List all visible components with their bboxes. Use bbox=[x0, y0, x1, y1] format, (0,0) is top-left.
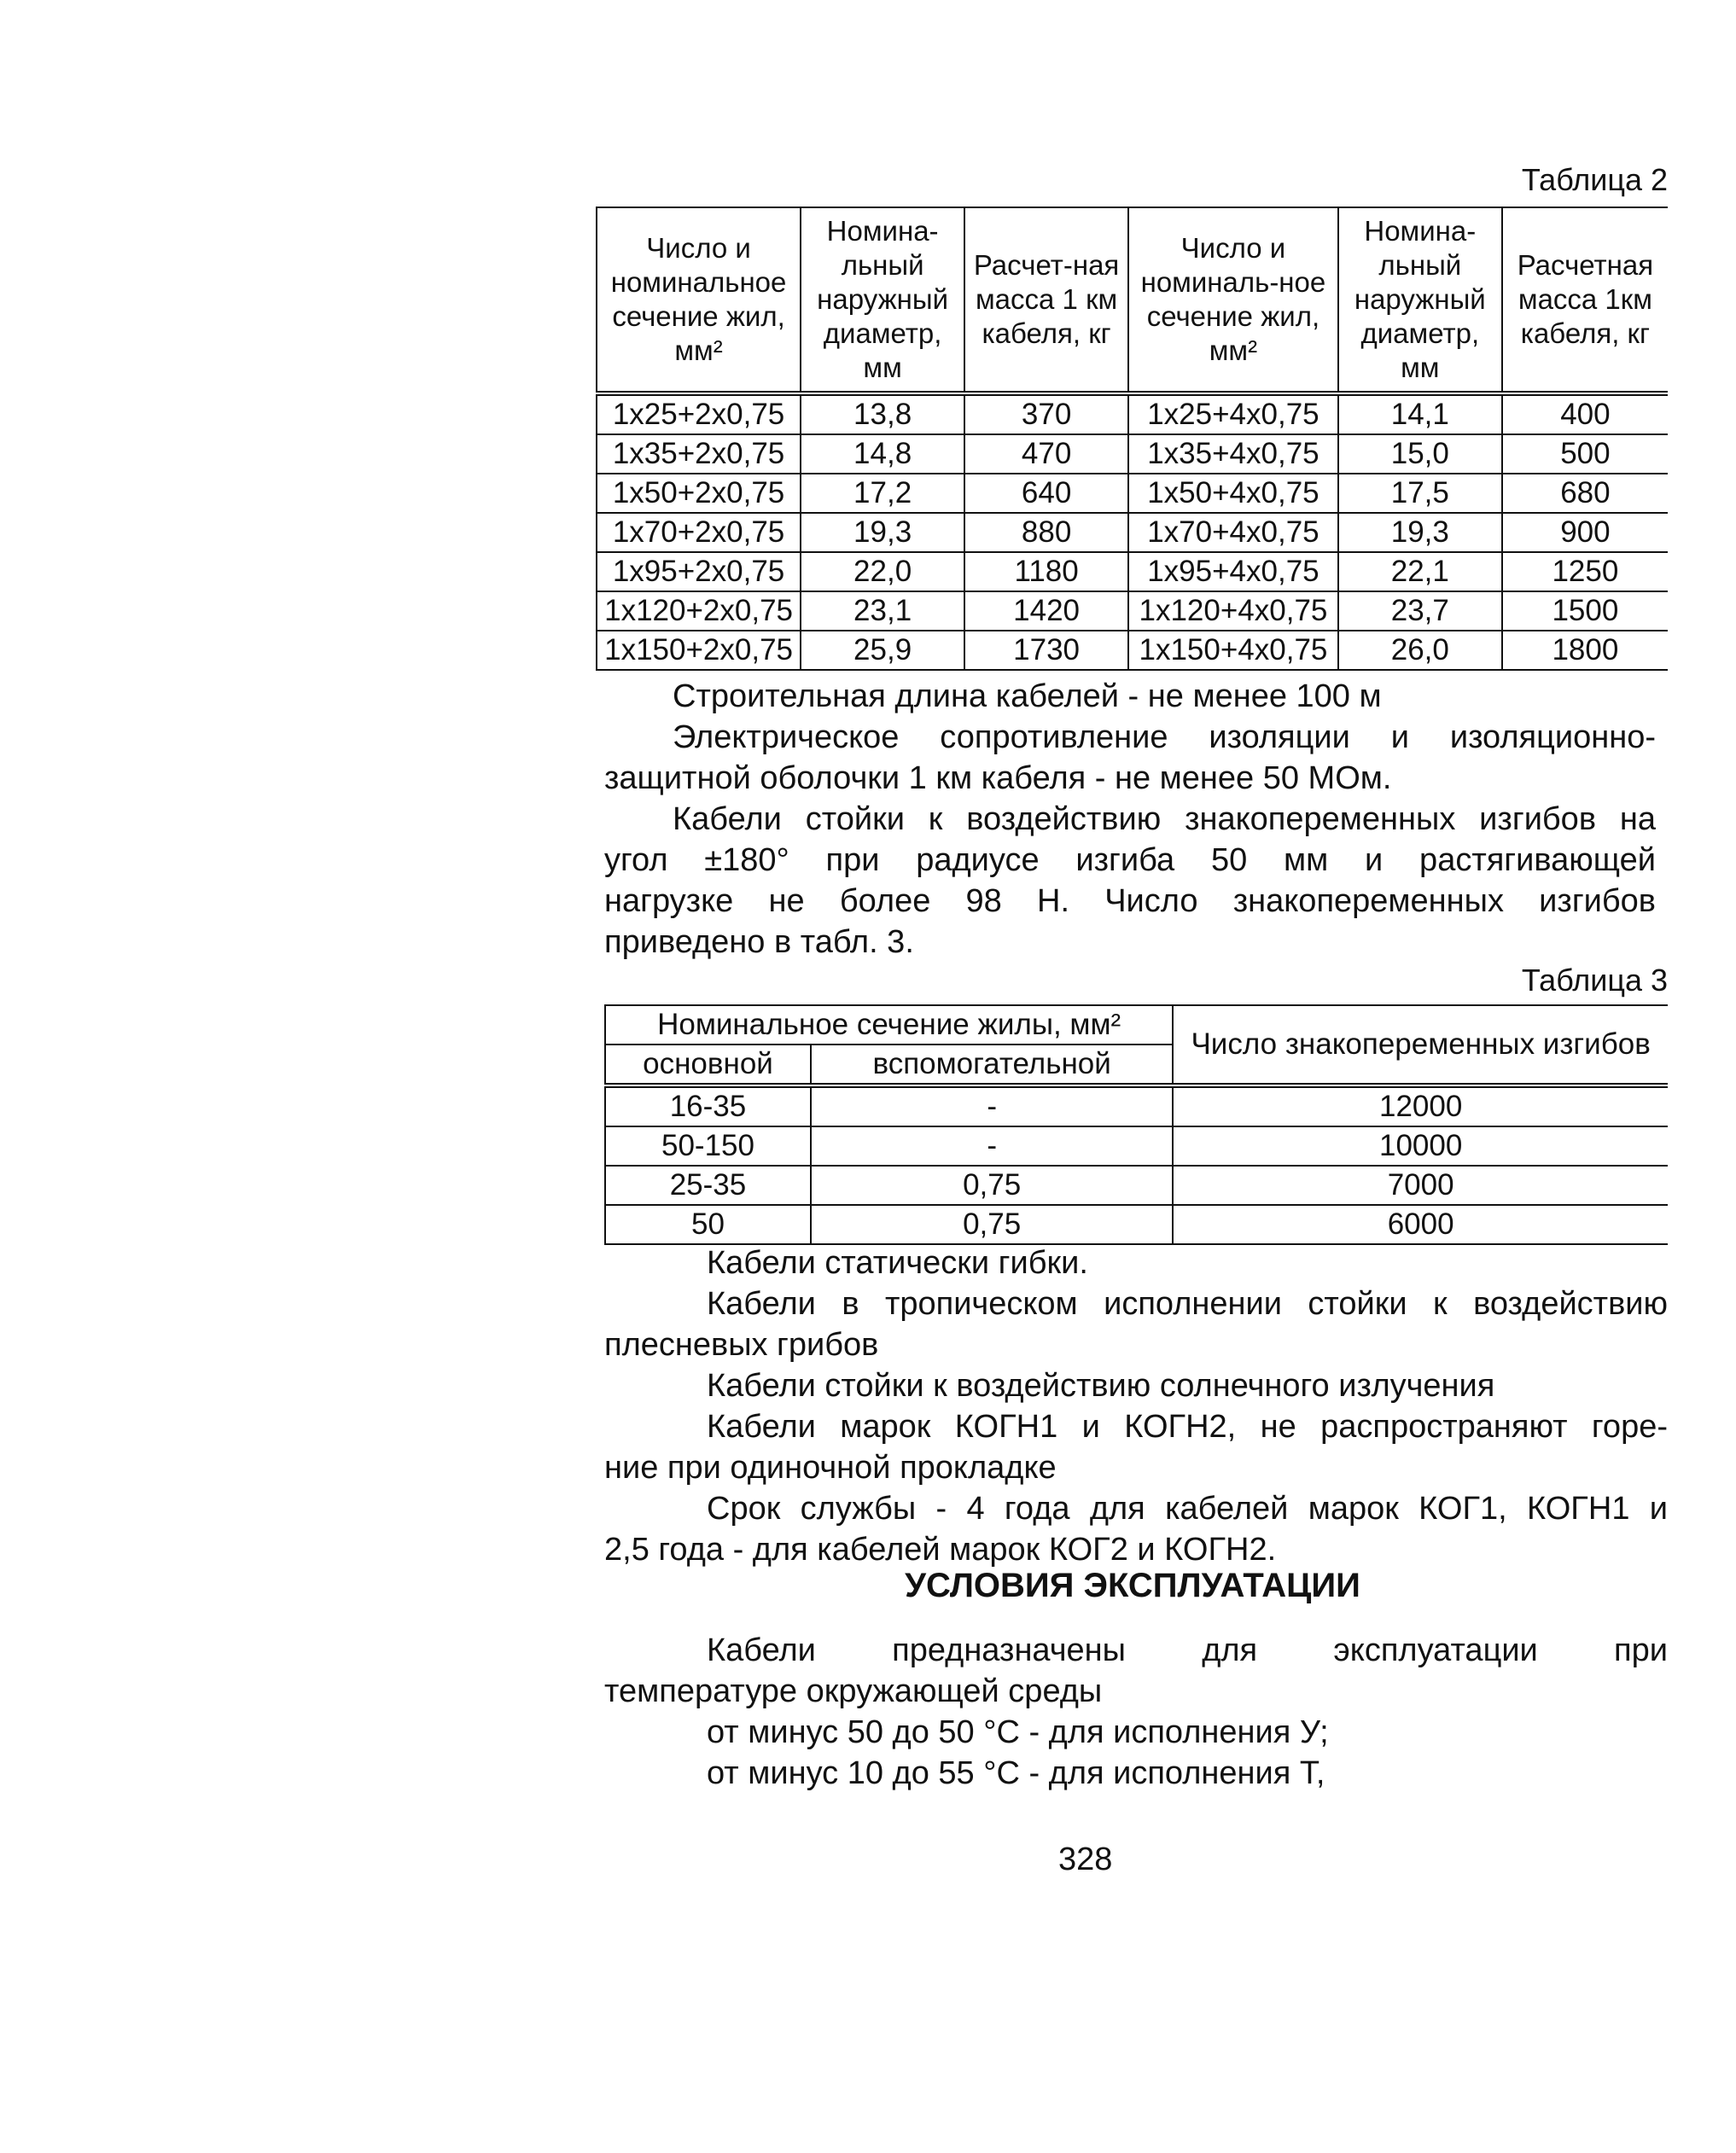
paragraph-usage-line1: Кабели предназначены для эксплуатации при bbox=[707, 1632, 1668, 1668]
table-cell: 15,0 bbox=[1338, 434, 1502, 474]
table-cell: 22,1 bbox=[1338, 552, 1502, 591]
table-cell: 17,2 bbox=[801, 474, 964, 513]
paragraph-solar: Кабели стойки к воздействию солнечного излучения bbox=[707, 1368, 1495, 1404]
column-header: Число и номинальное сечение жил, мм² bbox=[597, 207, 801, 393]
table-cell: 1x70+2x0,75 bbox=[597, 513, 801, 552]
table-cell: - bbox=[811, 1126, 1173, 1166]
page-number: 328 bbox=[1058, 1842, 1113, 1877]
table-cell: 1x50+4x0,75 bbox=[1128, 474, 1338, 513]
table-cell: 1x50+2x0,75 bbox=[597, 474, 801, 513]
table-header-row bbox=[605, 1005, 1668, 1044]
paragraph-service-life-line2: 2,5 года - для кабелей марок КОГ2 и КОГН2. bbox=[604, 1532, 1277, 1568]
paragraph-temp-t: от минус 10 до 55 °С - для исполнения Т, bbox=[707, 1755, 1325, 1791]
table-cell: 1x120+4x0,75 bbox=[1128, 591, 1338, 631]
table-cell: 14,1 bbox=[1338, 393, 1502, 434]
table-cell: 25-35 bbox=[605, 1166, 811, 1205]
column-group-header: Номинальное сечение жилы, мм² bbox=[605, 1005, 1173, 1044]
column-header: Номина-льный наружный диаметр, мм bbox=[801, 207, 964, 393]
table-row bbox=[605, 1126, 1668, 1166]
table-cell: 19,3 bbox=[1338, 513, 1502, 552]
table-cell: 14,8 bbox=[801, 434, 964, 474]
table-cell: 26,0 bbox=[1338, 631, 1502, 670]
table-cell: 1x120+2x0,75 bbox=[597, 591, 801, 631]
paragraph-length: Строительная длина кабелей - не менее 100 м bbox=[673, 678, 1382, 714]
table-cell: 1x25+4x0,75 bbox=[1128, 393, 1338, 434]
column-header: Расчет-ная масса 1 км кабеля, кг bbox=[964, 207, 1128, 393]
table-cell: 1x150+2x0,75 bbox=[597, 631, 801, 670]
table-cell: 0,75 bbox=[811, 1205, 1173, 1244]
paragraph-bending-line1: Кабели стойки к воздействию знакопеременных изгибов на bbox=[673, 801, 1656, 837]
table-cell: 50 bbox=[605, 1205, 811, 1244]
paragraph-service-life-line1: Срок службы - 4 года для кабелей марок КОГ1, КОГН1 и bbox=[707, 1491, 1668, 1527]
column-header: основной bbox=[605, 1044, 811, 1085]
table-cell: 900 bbox=[1502, 513, 1668, 552]
table-cell: 50-150 bbox=[605, 1126, 811, 1166]
table-cell: 470 bbox=[964, 434, 1128, 474]
table-cell: 1x25+2x0,75 bbox=[597, 393, 801, 434]
table-row bbox=[605, 1166, 1668, 1205]
table-row bbox=[597, 591, 1668, 631]
paragraph-usage-line2: температуре окружающей среды bbox=[604, 1673, 1103, 1709]
table-cell: 640 bbox=[964, 474, 1128, 513]
table-cell: 1x95+2x0,75 bbox=[597, 552, 801, 591]
table-cell: 17,5 bbox=[1338, 474, 1502, 513]
table-cell: 22,0 bbox=[801, 552, 964, 591]
table-cell: 23,7 bbox=[1338, 591, 1502, 631]
table-cell: 500 bbox=[1502, 434, 1668, 474]
table-row bbox=[597, 474, 1668, 513]
table-cell: 1x150+4x0,75 bbox=[1128, 631, 1338, 670]
table-cell: 6000 bbox=[1173, 1205, 1668, 1244]
column-header: Число знакопеременных изгибов bbox=[1173, 1005, 1668, 1085]
table-cell: 1x70+4x0,75 bbox=[1128, 513, 1338, 552]
table3-caption: Таблица 3 bbox=[1521, 963, 1668, 998]
table-cell: 13,8 bbox=[801, 393, 964, 434]
paragraph-flame-line2: ние при одиночной прокладке bbox=[604, 1450, 1057, 1486]
paragraph-bending-line4: приведено в табл. 3. bbox=[604, 924, 914, 960]
table-cell: 7000 bbox=[1173, 1166, 1668, 1205]
table-row bbox=[597, 631, 1668, 670]
table-row bbox=[605, 1205, 1668, 1244]
column-header: Число и номиналь-ное сечение жил, мм² bbox=[1128, 207, 1338, 393]
table-cell: 680 bbox=[1502, 474, 1668, 513]
table-cell: 880 bbox=[964, 513, 1128, 552]
table2-caption: Таблица 2 bbox=[1521, 162, 1668, 197]
paragraph-bending-line3: нагрузке не более 98 Н. Число знакопеременных изгибов bbox=[604, 883, 1656, 919]
table-row bbox=[597, 434, 1668, 474]
column-header: вспомогательной bbox=[811, 1044, 1173, 1085]
table-cell: 1730 bbox=[964, 631, 1128, 670]
table-cell: 23,1 bbox=[801, 591, 964, 631]
paragraph-resistance-line2: защитной оболочки 1 км кабеля - не менее 50 МОм. bbox=[604, 760, 1392, 796]
table-row bbox=[597, 393, 1668, 434]
paragraph-resistance-line1: Электрическое сопротивление изоляции и изоляционно- bbox=[673, 719, 1656, 755]
table-row bbox=[605, 1085, 1668, 1126]
table-cell: 1250 bbox=[1502, 552, 1668, 591]
column-header: Расчетная масса 1км кабеля, кг bbox=[1502, 207, 1668, 393]
table-cell: 370 bbox=[964, 393, 1128, 434]
table-cell: 1180 bbox=[964, 552, 1128, 591]
table-cell: 1x35+2x0,75 bbox=[597, 434, 801, 474]
paragraph-flame-line1: Кабели марок КОГН1 и КОГН2, не распространяют горе- bbox=[707, 1409, 1668, 1445]
table-cell: 12000 bbox=[1173, 1085, 1668, 1126]
column-header: Номина-льный наружный диаметр, мм bbox=[1338, 207, 1502, 393]
paragraph-bending-line2: угол ±180° при радиусе изгиба 50 мм и растягивающей bbox=[604, 842, 1656, 878]
table-cell: - bbox=[811, 1085, 1173, 1126]
table-cell: 0,75 bbox=[811, 1166, 1173, 1205]
table-cell: 1x35+4x0,75 bbox=[1128, 434, 1338, 474]
table-row bbox=[597, 513, 1668, 552]
paragraph-tropical-line1: Кабели в тропическом исполнении стойки к воздействию bbox=[707, 1286, 1668, 1322]
table-cell: 1420 bbox=[964, 591, 1128, 631]
cable-dimensions-table bbox=[596, 207, 1668, 671]
paragraph-static-flex: Кабели статически гибки. bbox=[707, 1245, 1088, 1281]
table-cell: 1800 bbox=[1502, 631, 1668, 670]
paragraph-tropical-line2: плесневых грибов bbox=[604, 1327, 879, 1363]
table-cell: 19,3 bbox=[801, 513, 964, 552]
table-header-row bbox=[597, 207, 1668, 393]
bending-cycles-table bbox=[604, 1004, 1668, 1245]
table-cell: 1500 bbox=[1502, 591, 1668, 631]
table-cell: 1x95+4x0,75 bbox=[1128, 552, 1338, 591]
table-cell: 16-35 bbox=[605, 1085, 811, 1126]
paragraph-temp-u: от минус 50 до 50 °С - для исполнения У; bbox=[707, 1714, 1329, 1750]
table-cell: 25,9 bbox=[801, 631, 964, 670]
table-cell: 10000 bbox=[1173, 1126, 1668, 1166]
section-heading: УСЛОВИЯ ЭКСПЛУАТАЦИИ bbox=[905, 1567, 1360, 1604]
table-row bbox=[597, 552, 1668, 591]
table-cell: 400 bbox=[1502, 393, 1668, 434]
